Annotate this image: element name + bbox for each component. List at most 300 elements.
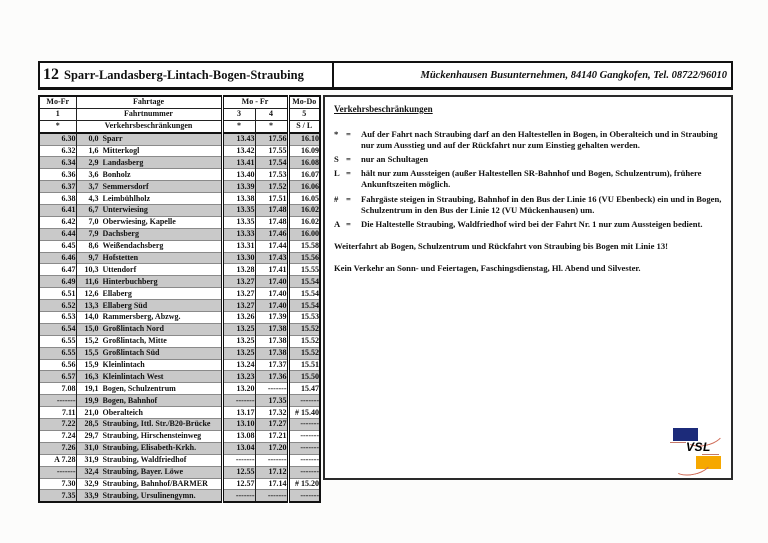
trip3-time-cell: 13.41 [222,157,255,169]
table-row [39,407,320,419]
legend-text: hält nur zum Aussteigen (außer Haltestellen SR-Bahnhof und Bogen, Schulzentrum), frühere Ankunftszeiten möglich. [361,168,702,190]
trip5-time-cell: ------- [288,395,320,407]
trip5-time-cell: 16.00 [288,228,320,240]
departure-time-cell: ------- [39,466,76,478]
trip4-time-cell: 17.27 [255,419,288,431]
stop-name: Großlintach, Mitte [102,337,167,346]
trip4-time-cell: 17.20 [255,442,288,454]
table-row [39,288,320,300]
departure-time-cell: 6.47 [39,264,76,276]
trip5-time-cell: 16.02 [288,216,320,228]
stop-name: Uttendorf [102,265,137,274]
trip5-time-cell: ------- [288,419,320,431]
km-value: 15,9 [84,360,99,370]
stop-cell [76,288,222,300]
km-value: 3,7 [88,181,99,191]
legend-equals: = [346,218,351,229]
route-title: Sparr-Landasberg-Lintach-Bogen-Straubing [64,67,304,82]
stop-name: Dachsberg [102,230,139,239]
stop-name: Großlintach Nord [102,325,164,334]
stop-cell [76,193,222,205]
trip4-time-cell: 17.37 [255,359,288,371]
stop-cell [76,454,222,466]
table-row [39,335,320,347]
trip4-time-cell: 17.14 [255,478,288,490]
legend-list [334,129,722,230]
departure-time-cell: 7.35 [39,490,76,502]
vsl-logo-fine-print-line [670,442,686,443]
stop-name: Bogen, Bahnhof [102,396,158,405]
departure-time-cell: 6.55 [39,347,76,359]
header-row-tripnumbers [39,108,320,120]
trip5-time-cell: 15.52 [288,335,320,347]
km-value: 31,9 [84,455,99,465]
trip4-time-cell: 17.56 [255,133,288,145]
table-row [39,312,320,324]
table-row [39,430,320,442]
table-row [39,490,320,502]
stop-name: Hofstetten [102,254,139,263]
legend-entry [334,168,722,190]
stop-name: Leimbühlholz [102,194,151,203]
vsl-logo-swoosh-bottom [670,449,714,479]
km-value: 6,7 [88,205,99,215]
stop-name: Straubing, Bayer. Löwe [102,468,184,477]
trip-number-1: 1 [39,108,76,120]
table-row [39,347,320,359]
stop-cell [76,276,222,288]
stop-cell [76,205,222,217]
restriction-trip5: S / L [288,120,320,132]
trip3-time-cell: 13.24 [222,359,255,371]
departure-time-cell: 6.51 [39,288,76,300]
trip-number-5: 5 [288,108,320,120]
trip3-time-cell: 13.20 [222,383,255,395]
trip5-time-cell: 16.06 [288,181,320,193]
trip4-time-cell: 17.32 [255,407,288,419]
departure-time-cell: A 7.28 [39,454,76,466]
km-value: 21,0 [84,407,99,417]
legend-entry [334,194,722,216]
stop-name: Straubing, Elisabeth-Krkh. [102,444,197,453]
km-value: 32,4 [84,467,99,477]
trip3-time-cell: 13.27 [222,288,255,300]
stop-cell [76,240,222,252]
departure-time-cell: 7.24 [39,430,76,442]
trip4-time-cell: 17.52 [255,181,288,193]
trip4-time-cell: 17.48 [255,216,288,228]
km-value: 10,3 [84,264,99,274]
legend-equals: = [346,168,351,179]
departure-time-cell: 7.08 [39,383,76,395]
trip4-time-cell: ------- [255,490,288,502]
stop-cell [76,264,222,276]
km-value: 8,6 [88,241,99,251]
table-row [39,157,320,169]
km-value: 15,0 [84,324,99,334]
stop-name: Oberalteich [102,408,143,417]
stop-name: Ellaberg [102,289,132,298]
trip3-time-cell: 13.04 [222,442,255,454]
stop-name: Weißendachsberg [102,242,164,251]
trip4-time-cell: 17.40 [255,276,288,288]
legend-equals: = [346,154,351,165]
stop-name: Straubing, Bahnhof/BARMER [102,479,208,488]
trip3-time-cell: 13.40 [222,169,255,181]
trip4-time-cell: ------- [255,383,288,395]
trip5-time-cell: 16.05 [288,193,320,205]
trip3-time-cell: 13.28 [222,264,255,276]
table-row [39,323,320,335]
header-row-days [39,96,320,108]
stop-name: Sparr [102,135,123,144]
km-value: 3,6 [88,169,99,179]
stop-name: Bonholz [102,170,131,179]
stop-cell [76,359,222,371]
stop-cell [76,312,222,324]
stop-cell [76,228,222,240]
trip3-time-cell: 13.27 [222,276,255,288]
table-row [39,193,320,205]
stop-name: Hinterbuchberg [102,277,158,286]
stop-name: Straubing, Ursulinengymn. [102,491,196,500]
trip3-time-cell: 13.43 [222,133,255,145]
trip-number-4: 4 [255,108,288,120]
legend-equals: = [346,128,351,139]
trip3-time-cell: 13.23 [222,371,255,383]
departure-time-cell: 6.56 [39,359,76,371]
departure-time-cell: 6.57 [39,371,76,383]
km-value: 15,2 [84,336,99,346]
legend-entry [334,219,722,230]
legend-symbol: * [334,128,339,139]
legend-text: nur an Schultagen [361,154,429,165]
stop-name: Mitterkogl [102,147,140,155]
trip5-time-cell: ------- [288,430,320,442]
stop-cell [76,133,222,145]
stop-cell [76,145,222,157]
trip5-time-cell: ------- [288,490,320,502]
departure-time-cell: 6.41 [39,205,76,217]
trip4-time-cell: 17.53 [255,169,288,181]
legend-equals: = [346,193,351,204]
table-row [39,276,320,288]
km-value: 14,0 [84,312,99,322]
header-day-trip1: Mo-Fr [39,96,76,108]
trip5-time-cell: 15.53 [288,312,320,324]
km-value: 0,0 [88,134,99,144]
trip4-time-cell: 17.41 [255,264,288,276]
trip3-time-cell: 13.25 [222,323,255,335]
km-value: 7,9 [88,229,99,239]
table-row [39,478,320,490]
trip4-time-cell: 17.48 [255,205,288,217]
km-value: 2,9 [88,157,99,167]
restriction-trip3: * [222,120,255,132]
trip4-time-cell: 17.44 [255,240,288,252]
trip5-time-cell: 15.54 [288,300,320,312]
km-value: 32,9 [84,478,99,488]
km-value: 31,0 [84,443,99,453]
trip5-time-cell: # 15.40 [288,407,320,419]
route-header [38,61,733,90]
table-row [39,252,320,264]
trip4-time-cell: 17.51 [255,193,288,205]
trip4-time-cell: 17.38 [255,335,288,347]
table-row [39,216,320,228]
trip5-time-cell: 15.52 [288,347,320,359]
trip3-time-cell: 13.25 [222,335,255,347]
header-day-trips34: Mo - Fr [222,96,288,108]
stop-name: Oberwiesing, Kapelle [102,218,176,227]
trip3-time-cell: ------- [222,454,255,466]
departure-time-cell: 6.55 [39,335,76,347]
stop-name: Unterwiesing [102,206,148,215]
stop-cell [76,335,222,347]
restriction-trip1: * [39,120,76,132]
table-row [39,442,320,454]
legend-symbol: # [334,193,339,204]
operator-info: Mückenhausen Busunternehmen, 84140 Gangkofen, Tel. 08722/96010 [420,69,727,81]
header-verkehrsbeschraenkungen: Verkehrsbeschränkungen [76,120,222,132]
table-row [39,359,320,371]
trip4-time-cell: 17.21 [255,430,288,442]
trip5-time-cell: 15.54 [288,288,320,300]
table-row [39,395,320,407]
header-day-trip5: Mo-Do [288,96,320,108]
trip3-time-cell: ------- [222,395,255,407]
table-row [39,205,320,217]
km-value: 7,0 [88,217,99,227]
stop-name: Rammersberg, Abzwg. [102,313,181,322]
trip4-time-cell: ------- [255,454,288,466]
stop-cell [76,430,222,442]
trip3-time-cell: 13.38 [222,193,255,205]
stop-cell [76,478,222,490]
departure-time-cell: 6.49 [39,276,76,288]
trip5-time-cell: 15.50 [288,371,320,383]
legend-entry [334,129,722,151]
trip5-time-cell: 16.02 [288,205,320,217]
departure-time-cell: 6.30 [39,133,76,145]
km-value: 28,5 [84,419,99,429]
table-row [39,169,320,181]
trip5-time-cell: # 15.20 [288,478,320,490]
table-row [39,419,320,431]
trip5-time-cell: 16.08 [288,157,320,169]
legend-symbol: A [334,218,341,229]
stop-cell [76,383,222,395]
legend-text: Fahrgäste steigen in Straubing, Bahnhof in den Bus der Linie 16 (VU Ebenbeck) ein und in Bogen, Schulzentrum in den Bus der Linie 12 (VU Mückenhausen) um. [361,193,722,215]
legend-text: Auf der Fahrt nach Straubing darf an den Haltestellen in Bogen, in Oberalteich und in Straubing nur zum Ausstieg und auf der Rückfahrt nur zum Einstieg gehalten werden. [361,128,718,150]
table-row [39,133,320,145]
trip3-time-cell: 13.33 [222,228,255,240]
km-value: 16,3 [84,371,99,381]
trip4-time-cell: 17.36 [255,371,288,383]
restriction-trip4: * [255,120,288,132]
legend-symbol: L [334,168,340,179]
table-row [39,264,320,276]
trip5-time-cell: 16.10 [288,133,320,145]
trip3-time-cell: 13.42 [222,145,255,157]
stop-name: Semmersdorf [102,182,149,191]
table-row [39,228,320,240]
km-value: 12,6 [84,288,99,298]
legend-entry [334,154,722,165]
route-number: 12 [43,66,59,83]
table-row [39,383,320,395]
stop-name: Straubing, Hirschensteinweg [102,432,202,441]
stop-name: Kleinlintach [102,361,145,370]
table-row [39,300,320,312]
stop-cell [76,181,222,193]
departure-time-cell: 6.44 [39,228,76,240]
departure-time-cell: 6.45 [39,240,76,252]
trip5-time-cell: 15.55 [288,264,320,276]
trip4-time-cell: 17.43 [255,252,288,264]
departure-time-cell: 6.37 [39,181,76,193]
vsl-logo [670,427,726,471]
trip3-time-cell: ------- [222,490,255,502]
trip5-time-cell: 15.54 [288,276,320,288]
stop-cell [76,371,222,383]
departure-time-cell: 7.22 [39,419,76,431]
trip3-time-cell: 13.30 [222,252,255,264]
departure-time-cell: 6.52 [39,300,76,312]
trip3-time-cell: 13.31 [222,240,255,252]
stop-name: Straubing, Waldfriedhof [102,456,187,465]
km-value: 11,6 [84,276,99,286]
restrictions-title: Verkehrsbeschränkungen [334,104,433,114]
trip4-time-cell: 17.40 [255,288,288,300]
km-value: 19,1 [84,383,99,393]
trip3-time-cell: 13.35 [222,216,255,228]
trip4-time-cell: 17.40 [255,300,288,312]
stop-cell [76,490,222,502]
trip4-time-cell: 17.12 [255,466,288,478]
departure-time-cell: 6.38 [39,193,76,205]
departure-time-cell: 7.30 [39,478,76,490]
trip4-time-cell: 17.46 [255,228,288,240]
trip4-time-cell: 17.35 [255,395,288,407]
stop-name: Bogen, Schulzentrum [102,384,176,393]
departure-time-cell: 7.26 [39,442,76,454]
trip4-time-cell: 17.38 [255,323,288,335]
trip4-time-cell: 17.55 [255,145,288,157]
trip5-time-cell: 15.58 [288,240,320,252]
stop-cell [76,216,222,228]
restrictions-panel [323,95,733,480]
trip5-time-cell: ------- [288,454,320,466]
timetable-body [39,133,320,503]
departure-time-cell: 6.54 [39,323,76,335]
departure-time-cell: 7.11 [39,407,76,419]
stop-cell [76,252,222,264]
table-row [39,145,320,157]
vsl-logo-text: VSL [686,440,711,454]
departure-time-cell: 6.42 [39,216,76,228]
stop-cell [76,395,222,407]
stop-cell [76,300,222,312]
km-value: 13,3 [84,300,99,310]
trip3-time-cell: 13.35 [222,205,255,217]
trip3-time-cell: 13.25 [222,347,255,359]
departure-time-cell: 6.32 [39,145,76,157]
stop-name: Ellaberg Süd [102,301,148,310]
trip3-time-cell: 13.26 [222,312,255,324]
trip3-time-cell: 13.39 [222,181,255,193]
stop-cell [76,157,222,169]
stop-cell [76,466,222,478]
header-fahrtage: Fahrtage [76,96,222,108]
departure-time-cell: 6.36 [39,169,76,181]
km-value: 33,9 [84,490,99,500]
stop-name: Kleinlintach West [102,372,164,381]
table-row [39,240,320,252]
legend-text: Die Haltestelle Straubing, Waldfriedhof wird bei der Fahrt Nr. 1 nur zum Aussteigen bedient. [361,218,703,229]
trip5-time-cell: 16.07 [288,169,320,181]
trip4-time-cell: 17.39 [255,312,288,324]
header-row-restrictions [39,120,320,132]
trip5-time-cell: 16.09 [288,145,320,157]
trip4-time-cell: 17.38 [255,347,288,359]
stop-cell [76,407,222,419]
continuation-note: Weiterfahrt ab Bogen, Schulzentrum und Rückfahrt von Straubing bis Bogen mit Linie 13! [334,241,668,252]
trip5-time-cell: 15.56 [288,252,320,264]
trip5-time-cell: 15.47 [288,383,320,395]
trip-number-3: 3 [222,108,255,120]
stop-cell [76,323,222,335]
stop-name: Großlintach Süd [102,349,160,358]
km-value: 15,5 [84,348,99,358]
departure-time-cell: 6.53 [39,312,76,324]
stop-cell [76,419,222,431]
stop-cell [76,347,222,359]
trip3-time-cell: 13.17 [222,407,255,419]
trip5-time-cell: ------- [288,442,320,454]
table-row [39,466,320,478]
km-value: 29,7 [84,431,99,441]
stop-cell [76,169,222,181]
trip5-time-cell: 15.51 [288,359,320,371]
trip3-time-cell: 12.55 [222,466,255,478]
trip3-time-cell: 13.27 [222,300,255,312]
trip5-time-cell: ------- [288,466,320,478]
km-value: 1,6 [88,146,99,155]
departure-time-cell: 6.34 [39,157,76,169]
departure-time-cell: 6.46 [39,252,76,264]
km-value: 9,7 [88,253,99,263]
table-row [39,181,320,193]
trip4-time-cell: 17.54 [255,157,288,169]
km-value: 4,3 [88,193,99,203]
route-header-left [40,63,334,87]
stop-cell [76,442,222,454]
trip3-time-cell: 13.08 [222,430,255,442]
km-value: 19,9 [84,395,99,405]
header-fahrtnummer: Fahrtnummer [76,108,222,120]
departure-time-cell: ------- [39,395,76,407]
table-row [39,454,320,466]
timetable [38,95,321,503]
legend-symbol: S [334,154,339,165]
table-row [39,371,320,383]
no-service-note: Kein Verkehr an Sonn- und Feiertagen, Faschingsdienstag, Hl. Abend und Silvester. [334,263,641,274]
trip3-time-cell: 12.57 [222,478,255,490]
trip3-time-cell: 13.10 [222,419,255,431]
trip5-time-cell: 15.52 [288,323,320,335]
stop-name: Straubing, Ittl. Str./B20-Brücke [102,420,211,429]
